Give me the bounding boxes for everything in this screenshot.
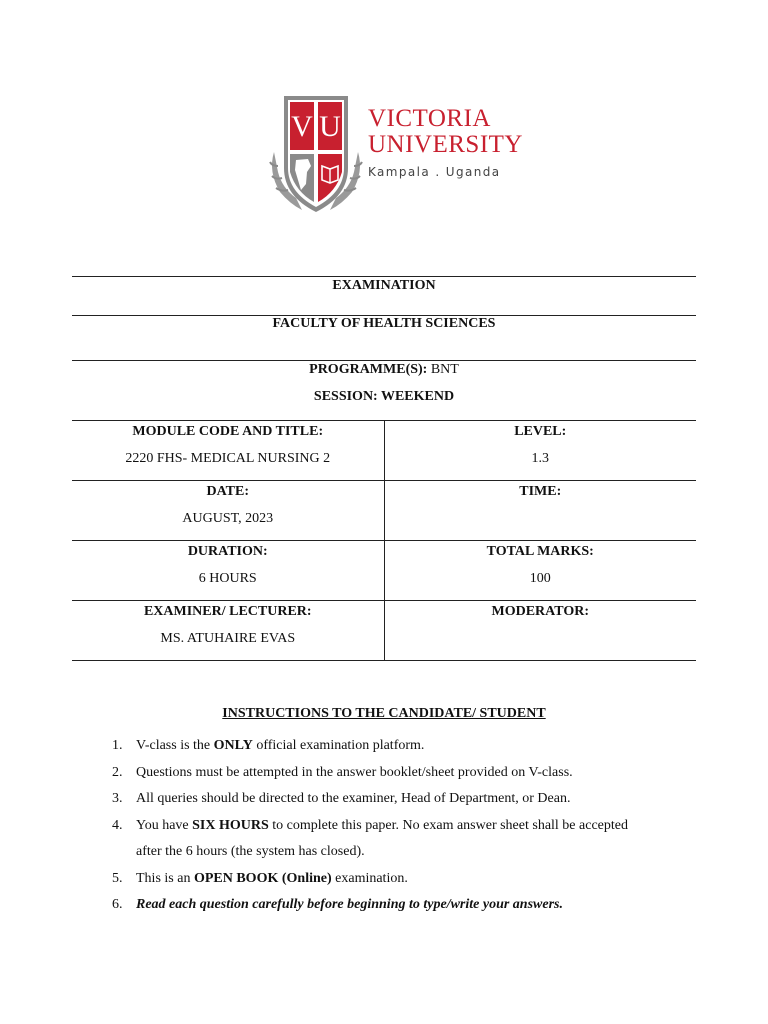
university-logo — [266, 92, 523, 218]
logo-line-victoria: VICTORIA — [368, 105, 491, 132]
level-value: 1.3 — [531, 451, 549, 466]
item-text: All queries should be directed to the examiner, Head of Department, or Dean. — [136, 791, 571, 806]
time-cell — [384, 481, 696, 541]
svg-text:U: U — [319, 110, 341, 143]
level-cell — [384, 421, 696, 481]
date-cell — [72, 481, 384, 541]
text-segment: You have — [136, 817, 193, 833]
session-row — [72, 389, 696, 405]
item-text — [112, 866, 712, 893]
examiner-label: EXAMINER/ LECTURER: — [143, 604, 312, 619]
text-segment: V-class is the — [136, 738, 214, 753]
text-segment: official examination platform. — [252, 738, 425, 753]
table-row — [72, 421, 696, 481]
text-segment: This is an — [136, 870, 194, 886]
moderator-label: MODERATOR: — [491, 604, 589, 619]
duration-label: DURATION: — [187, 544, 268, 559]
list-item — [112, 892, 712, 919]
date-value: AUGUST, 2023 — [182, 511, 274, 526]
bold-segment: OPEN BOOK (Online) — [193, 870, 332, 886]
list-item — [112, 786, 712, 813]
session-label: SESSION: — [313, 389, 378, 404]
item-number: 3. — [112, 791, 123, 806]
duration-cell — [72, 541, 384, 601]
programme-row — [72, 362, 696, 378]
module-cell — [72, 421, 384, 481]
faculty-heading: FACULTY OF HEALTH SCIENCES — [272, 316, 496, 331]
table-row — [72, 481, 696, 541]
item-number: 6. — [112, 897, 123, 912]
exam-info-table — [72, 420, 696, 661]
instructions-list — [112, 733, 712, 919]
text-segment: after the 6 hours (the system has closed). — [136, 844, 365, 859]
text-segment: examination. — [331, 870, 408, 886]
logo-tagline: Kampala . Uganda — [368, 165, 501, 179]
module-value: 2220 FHS- MEDICAL NURSING 2 — [125, 451, 331, 466]
list-item — [112, 813, 712, 866]
marks-value: 100 — [529, 571, 551, 586]
table-row — [72, 601, 696, 661]
examiner-value: MS. ATUHAIRE EVAS — [160, 631, 296, 646]
time-label: TIME: — [519, 484, 562, 499]
item-text: Read each question carefully before beginning to type/write your answers. — [136, 897, 563, 912]
logo-line-university: UNIVERSITY — [368, 131, 523, 158]
list-item — [112, 866, 712, 893]
item-number: 2. — [112, 764, 123, 780]
marks-cell — [384, 541, 696, 601]
level-label: LEVEL: — [514, 424, 567, 439]
session-value: WEEKEND — [380, 389, 455, 404]
programme-label: PROGRAMME(S): — [309, 362, 428, 377]
module-label: MODULE CODE AND TITLE: — [132, 424, 324, 439]
table-row — [72, 541, 696, 601]
divider — [72, 360, 696, 361]
duration-value: 6 HOURS — [198, 571, 257, 586]
bold-segment: SIX HOURS — [192, 817, 269, 833]
item-number: 1. — [112, 738, 123, 753]
item-number: 4. — [112, 817, 123, 833]
svg-text:V: V — [291, 110, 313, 143]
examiner-cell — [72, 601, 384, 661]
divider — [72, 276, 696, 277]
list-item — [112, 733, 712, 760]
list-item — [112, 760, 712, 787]
item-text — [112, 733, 712, 760]
item-text: Questions must be attempted in the answer booklet/sheet provided on V-class. — [136, 764, 573, 780]
bold-segment: ONLY — [213, 738, 253, 753]
date-label: DATE: — [206, 484, 250, 499]
instructions-title: INSTRUCTIONS TO THE CANDIDATE/ STUDENT — [222, 706, 546, 721]
text-segment: to complete this paper. No exam answer sheet shall be accepted — [268, 817, 628, 833]
item-text — [112, 813, 712, 866]
item-number: 5. — [112, 870, 123, 886]
logo-wordmark — [368, 106, 523, 179]
programme-value: BNT — [430, 362, 459, 377]
moderator-cell — [384, 601, 696, 661]
marks-label: TOTAL MARKS: — [486, 544, 594, 559]
crest-icon — [266, 92, 366, 218]
exam-heading: EXAMINATION — [332, 278, 436, 293]
